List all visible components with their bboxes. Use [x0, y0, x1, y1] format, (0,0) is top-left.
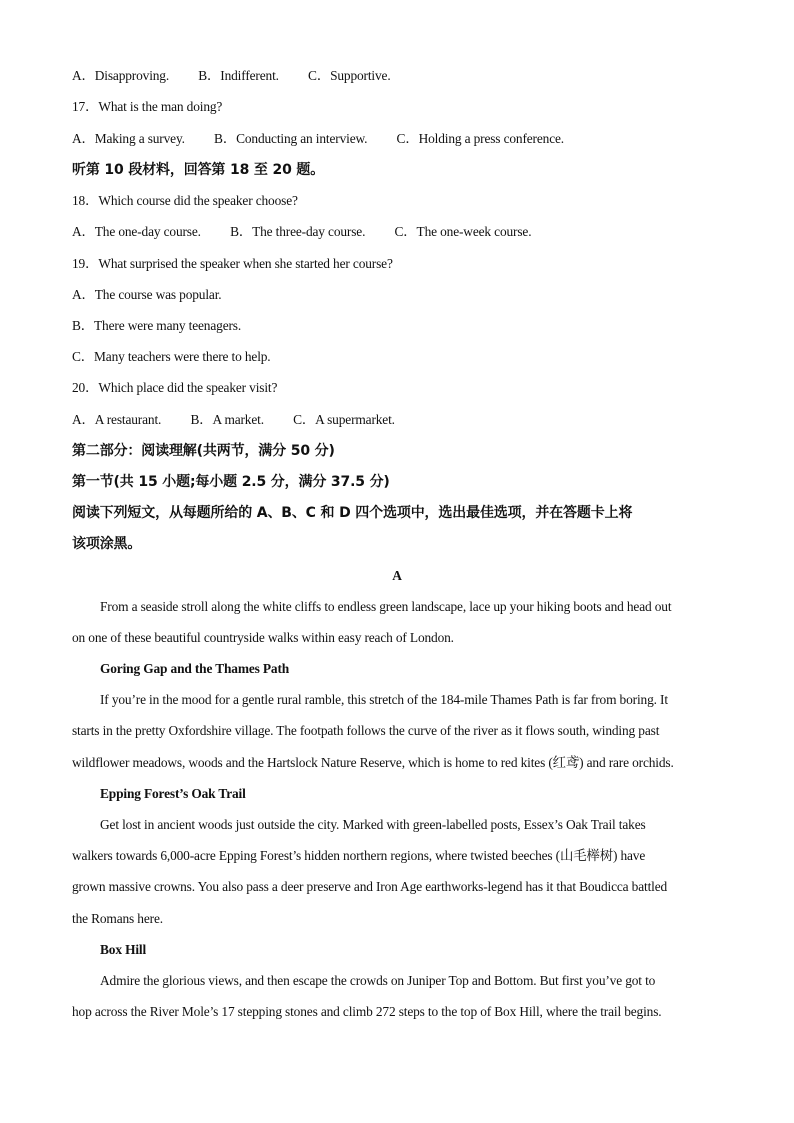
- section10-header: 听第 10 段材料，回答第 18 至 20 题。: [72, 162, 325, 178]
- q18-question: 18．Which course did the speaker choose?: [72, 193, 298, 208]
- q17-option-b: B．Conducting an interview.: [214, 131, 368, 146]
- q18-option-c: C．The one-week course.: [394, 224, 532, 239]
- passage-letter: A: [392, 568, 402, 583]
- q17-option-c: C．Holding a press conference.: [396, 131, 564, 146]
- q19-option-a: A．The course was popular.: [72, 287, 222, 302]
- q16-options: [72, 67, 724, 85]
- q17-question: 17．What is the man doing?: [72, 99, 223, 114]
- section-heading-epping-forest: Epping Forest’s Oak Trail: [100, 786, 246, 801]
- q20-option-a: A．A restaurant.: [72, 412, 162, 427]
- box-hill-line-2: hop across the River Mole’s 17 stepping stones and climb 272 steps to the top of Box Hill, where the trail begins.: [72, 1004, 662, 1019]
- q20-question: 20．Which place did the speaker visit?: [72, 380, 278, 395]
- q19-option-b: B．There were many teenagers.: [72, 318, 242, 333]
- q19-option-c: C．Many teachers were there to help.: [72, 349, 271, 364]
- section1-header: 第一节(共 15 小题;每小题 2.5 分，满分 37.5 分): [72, 474, 390, 490]
- goring-gap-line-1: If you’re in the mood for a gentle rural ramble, this stretch of the 184-mile Thames Path is far from boring. It: [100, 692, 668, 707]
- q18-option-a: A．The one-day course.: [72, 224, 201, 239]
- section-heading-goring-gap: Goring Gap and the Thames Path: [100, 661, 290, 676]
- q20-option-c: C．A supermarket.: [293, 412, 395, 427]
- box-hill-line-1: Admire the glorious views, and then escape the crowds on Juniper Top and Bottom. But first you’ve got to: [100, 973, 656, 988]
- passage-intro-line-2: on one of these beautiful countryside walks within easy reach of London.: [72, 630, 454, 645]
- q18-options: [72, 223, 724, 241]
- epping-forest-line-4: the Romans here.: [72, 911, 163, 926]
- epping-forest-line-1: Get lost in ancient woods just outside the city. Marked with green-labelled posts, Essex’s Oak Trail takes: [100, 817, 646, 832]
- q18-option-b: B．The three-day course.: [230, 224, 366, 239]
- q19-question: 19．What surprised the speaker when she started her course?: [72, 256, 393, 271]
- q16-option-b: B．Indifferent.: [198, 68, 279, 83]
- q20-option-b: B．A market.: [190, 412, 264, 427]
- epping-forest-line-3: grown massive crowns. You also pass a deer preserve and Iron Age earthworks-legend has it that Boudicca battled: [72, 879, 668, 894]
- epping-forest-line-2: walkers towards 6,000-acre Epping Forest’s hidden northern regions, where twisted beeches (山毛榉树) have: [72, 848, 646, 863]
- instructions-line-2: 该项涂黑。: [72, 536, 142, 552]
- section-heading-box-hill: Box Hill: [100, 942, 147, 957]
- part2-header: 第二部分：阅读理解(共两节，满分 50 分): [72, 443, 335, 459]
- q17-options: [72, 130, 724, 148]
- q16-option-c: C．Supportive.: [308, 68, 391, 83]
- passage-intro-line-1: From a seaside stroll along the white cliffs to endless green landscape, lace up your hiking boots and head out: [100, 599, 672, 614]
- goring-gap-line-3: wildflower meadows, woods and the Hartslock Nature Reserve, which is home to red kites (红鸢) and rare orchids.: [72, 755, 674, 770]
- q20-options: [72, 411, 724, 429]
- instructions-line-1: 阅读下列短文，从每题所给的 A、B、C 和 D 四个选项中，选出最佳选项，并在答题卡上将: [72, 505, 633, 521]
- q16-option-a: A．Disapproving.: [72, 68, 170, 83]
- q17-option-a: A．Making a survey.: [72, 131, 185, 146]
- goring-gap-line-2: starts in the pretty Oxfordshire village. The footpath follows the curve of the river as it flows south, winding past: [72, 723, 660, 738]
